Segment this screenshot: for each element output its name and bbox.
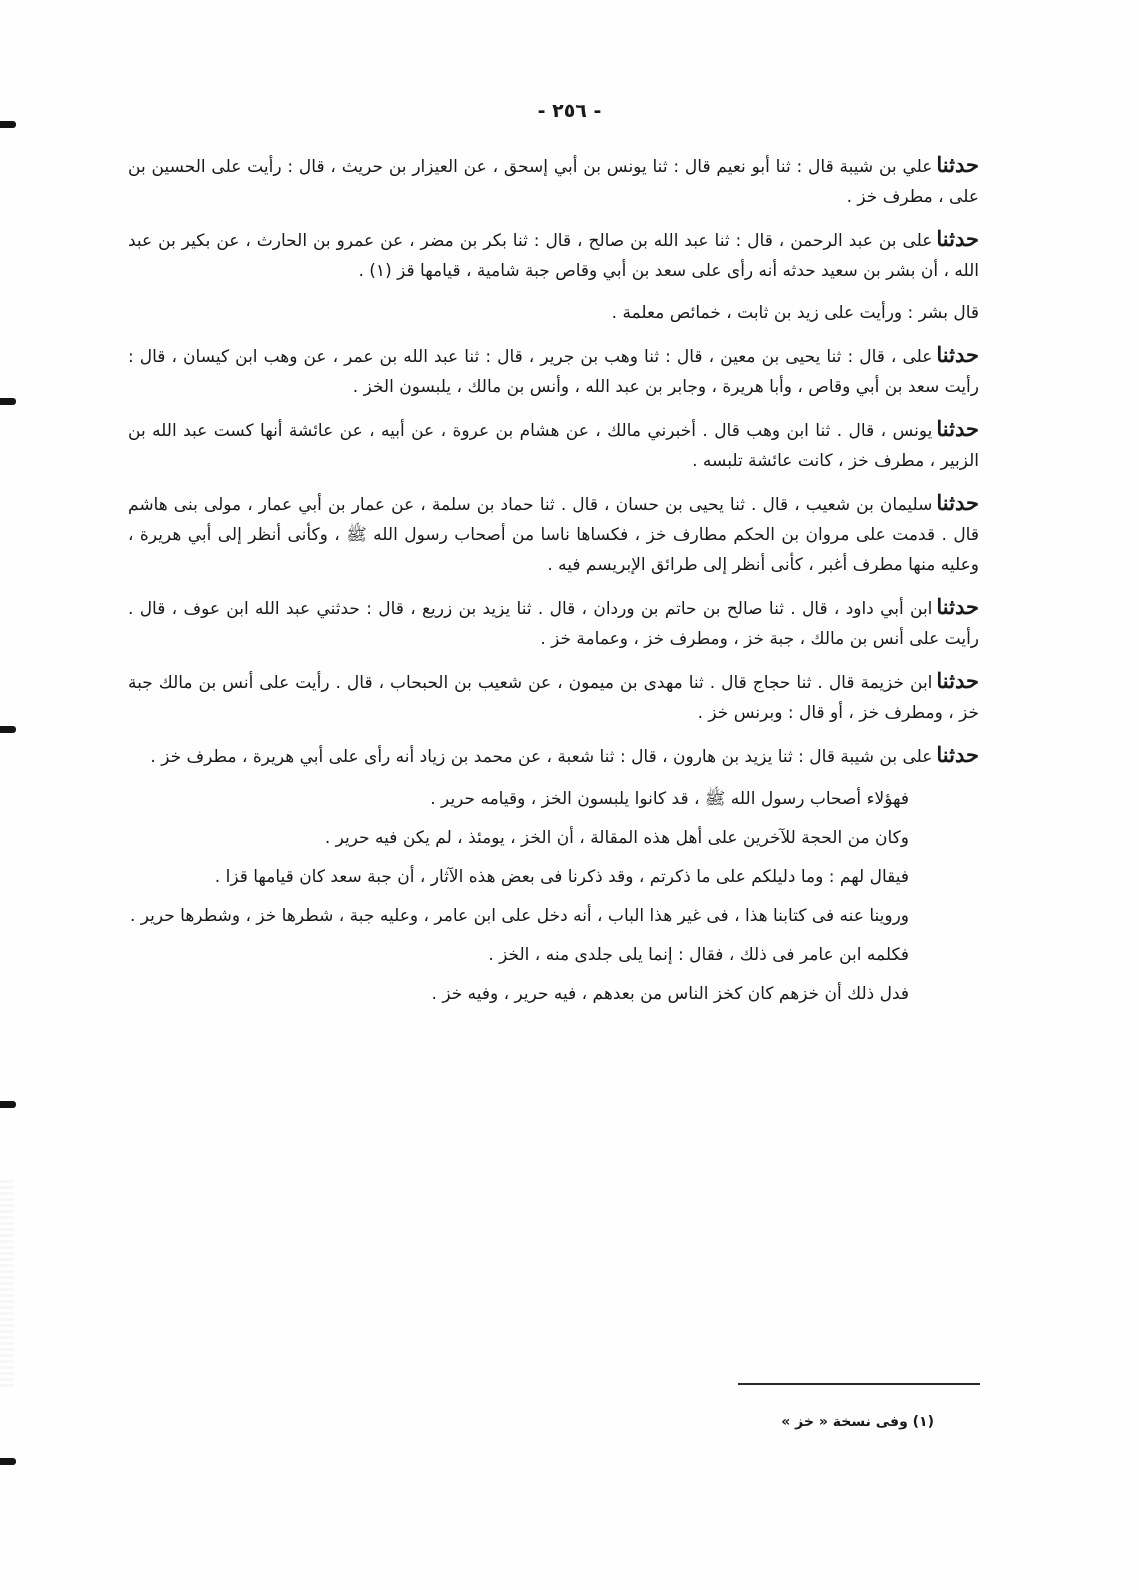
paragraph-text: وكان من الحجة للآخرين على أهل هذه المقالة ، أن الخز ، يومئذ ، لم يكن فيه حرير . — [324, 828, 909, 848]
paragraph-text: ابن أبي داود ، قال . ثنا صالح بن حاتم بن وردان ، قال . ثنا يزيد بن زريع ، قال : حدثني عبد الله ابن عوف ، قال . رأيت على أنس بن مالك ، جبة خز ، ومطرف خز ، وعمامة خز . — [128, 599, 979, 649]
footnote-divider — [738, 1383, 980, 1385]
lead-word: حدثنا — [936, 594, 979, 619]
paragraph — [128, 740, 979, 772]
paragraph — [128, 340, 979, 402]
paragraph-text: على بن شيبة قال : ثنا يزيد بن هارون ، قال : ثنا شعبة ، عن محمد بن زياد أنه رأى على أبي هريرة ، مطرف خز . — [150, 747, 933, 767]
paragraph-text: فهؤلاء أصحاب رسول الله ﷺ ، قد كانوا يلبسون الخز ، وقيامه حرير . — [430, 789, 909, 809]
lead-word: حدثنا — [936, 668, 979, 693]
paragraph — [128, 823, 979, 853]
lead-word: حدثنا — [936, 152, 979, 177]
paragraph-text: قال بشر : ورأيت على زيد بن ثابت ، خمائص معلمة . — [611, 303, 979, 323]
paragraph-text: علي بن شيبة قال : ثنا أبو نعيم قال : ثنا يونس بن أبي إسحق ، عن العيزار بن حريث ، قال : رأيت على الحسين بن على ، مطرف خز . — [128, 157, 979, 207]
binding-mark — [0, 121, 16, 128]
paragraph-text: على ، قال : ثنا يحيى بن معين ، قال : ثنا وهب بن جرير ، قال : ثنا عبد الله بن عمر ، عن وهب ابن كيسان ، قال : رأيت سعد بن أبي وقاص ، وأبا هريرة ، وجابر بن عبد الله ، وأنس بن مالك ، يلبسون الخز . — [128, 347, 979, 397]
paragraph-text: وروينا عنه فى كتابنا هذا ، فى غير هذا الباب ، أنه دخل على ابن عامر ، وعليه جبة ، شطرها خز ، وشطرها حرير . — [129, 906, 909, 926]
paragraph — [128, 940, 979, 970]
body-text — [128, 150, 979, 1018]
lead-word: حدثنا — [936, 416, 979, 441]
paragraph — [128, 979, 979, 1009]
lead-word: حدثنا — [936, 342, 979, 367]
binding-mark — [0, 726, 16, 733]
paragraph-text: على بن عبد الرحمن ، قال : ثنا عبد الله بن صالح ، قال : ثنا بكر بن مضر ، عن عمرو بن الحارث ، عن بكير بن عبد الله ، أن بشر بن سعيد حدثه أنه رأى على سعد بن أبي وقاص جبة شامية ، قيامها قز (١) . — [128, 231, 979, 281]
paragraph-text: ابن خزيمة قال . ثنا حجاج قال . ثنا مهدى بن ميمون ، عن شعيب بن الحبحاب ، قال . رأيت على أنس بن مالك جبة خز ، ومطرف خز ، أو قال : وبرنس خز . — [128, 673, 979, 723]
paragraph-text: فيقال لهم : وما دليلكم على ما ذكرتم ، وقد ذكرنا فى بعض هذه الآثار ، أن جبة سعد كان قيامها قزا . — [214, 867, 909, 887]
paragraph-text: فكلمه ابن عامر فى ذلك ، فقال : إنما يلى جلدى منه ، الخز . — [488, 945, 909, 965]
paragraph — [128, 150, 979, 212]
paragraph — [128, 784, 979, 814]
paragraph — [128, 414, 979, 476]
paragraph-text: يونس ، قال . ثنا ابن وهب قال . أخبرني مالك ، عن هشام بن عروة ، عن أبيه ، عن عائشة أنها كست عبد الله بن الزبير ، مطرف خز ، كانت عائشة تلبسه . — [128, 421, 979, 471]
lead-word: حدثنا — [936, 490, 979, 515]
paragraph — [128, 488, 979, 580]
lead-word: حدثنا — [936, 226, 979, 251]
paragraph — [128, 862, 979, 892]
page-number: - ٢٥٦ - — [537, 100, 602, 122]
paragraph — [128, 298, 979, 328]
paragraph — [128, 592, 979, 654]
paragraph — [128, 224, 979, 286]
paragraph-text: فدل ذلك أن خزهم كان كخز الناس من بعدهم ، فيه حرير ، وفيه خز . — [431, 984, 909, 1004]
binding-mark — [0, 398, 16, 405]
paragraph-text: سليمان بن شعيب ، قال . ثنا يحيى بن حسان ، قال . ثنا حماد بن سلمة ، عن عمار بن أبي عمار ، مولى بنى هاشم قال . قدمت على مروان بن الحكم مطارف خز ، فكساها ناسا من أصحاب رسول الله ﷺ ، وكأنى أنظر إلى أبي هريرة ، وعليه منها مطرف أغبر ، كأنى أنظر إلى طرائق الإبريسم فيه . — [128, 495, 979, 575]
binding-mark — [0, 1101, 16, 1108]
footnote: (١) وفى نسخة « خز » — [781, 1414, 934, 1430]
lead-word: حدثنا — [936, 742, 979, 767]
scan-noise — [0, 1180, 14, 1390]
binding-mark — [0, 1458, 16, 1465]
paragraph — [128, 901, 979, 931]
paragraph — [128, 666, 979, 728]
